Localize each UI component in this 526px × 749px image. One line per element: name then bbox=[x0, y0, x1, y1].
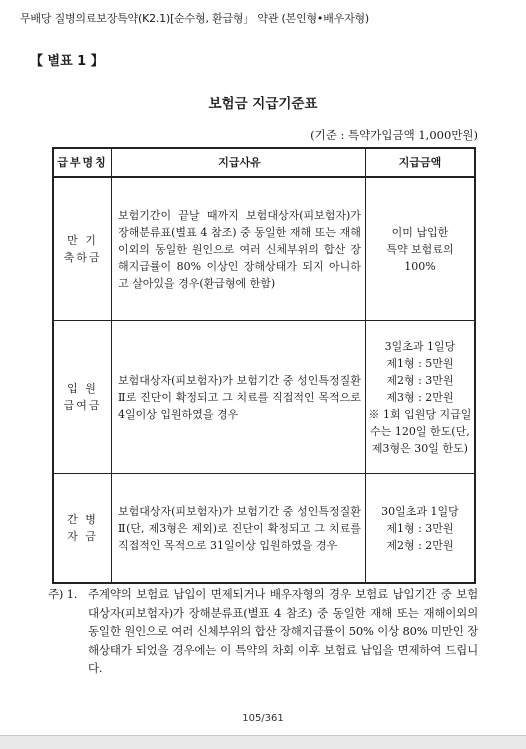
page-number: 105/361 bbox=[242, 713, 284, 724]
table-row bbox=[53, 474, 475, 584]
amount-line: 특약 보험료의 bbox=[386, 242, 454, 256]
benefit-name-cell bbox=[53, 177, 112, 321]
basis-note: (기준 : 특약가입금액 1,000만원) bbox=[310, 128, 478, 142]
footnote-text: 주계약의 보험료 납입이 면제되거나 배우자형의 경우 보험료 납입기간 중 보험대상자(피보험자)가 장해분류표(별표 4 참조) 중 동일한 재해 또는 재해이외의 동일한 원인으로 여러 신체부위의 합산 장해지급률이 50% 이상 80% 미만인 장해상태가 되었을 경우에는 이 특약의 차회 이후 보험료 납입을 면제하여 드립니다. bbox=[88, 587, 478, 675]
amount-line: 이미 납입한 bbox=[391, 225, 449, 239]
amount-line: 제1형 : 3만원 bbox=[386, 521, 454, 535]
table-row bbox=[53, 321, 475, 474]
amount-line: 제2형 : 2만원 bbox=[386, 538, 454, 552]
amount-line: 3일초과 1일당 bbox=[384, 339, 456, 353]
appendix-label: 【 별표 1 】 bbox=[30, 54, 104, 69]
payment-amount-cell bbox=[365, 321, 475, 474]
column-header-amount: 지급금액 bbox=[365, 148, 475, 177]
benefit-name-cell bbox=[53, 474, 112, 584]
payment-amount-cell bbox=[365, 474, 475, 584]
payment-reason-cell: 보험대상자(피보험자)가 보험기간 중 성인특정질환Ⅱ(단, 제3형은 제외)로 진단이 확정되고 그 치료를 직접적인 목적으로 31일이상 입원하였을 경우 bbox=[112, 474, 366, 584]
payment-amount-cell bbox=[365, 177, 475, 321]
benefit-name-line: 자 금 bbox=[67, 530, 98, 543]
benefit-name-cell bbox=[53, 321, 112, 474]
amount-line: 30일초과 1일당 bbox=[381, 504, 459, 518]
benefit-name-line: 간 병 bbox=[67, 513, 98, 526]
column-header-reason: 지급사유 bbox=[112, 148, 366, 177]
amount-line: 제2형 : 3만원 bbox=[386, 373, 454, 387]
benefit-name-line: 만 기 bbox=[67, 234, 98, 247]
page-divider bbox=[0, 735, 526, 736]
page-title: 보험금 지급기준표 bbox=[208, 96, 318, 112]
table-header-row bbox=[53, 148, 475, 177]
footnote-marker: 주) 1. bbox=[48, 587, 78, 601]
running-header: 무배당 질병의료보장특약(K2.1)[순수형, 환급형」 약관 (본인형•배우자형) bbox=[20, 12, 370, 25]
table-row bbox=[53, 177, 475, 321]
payment-reason-cell: 보험대상자(피보험자)가 보험기간 중 성인특정질환Ⅱ로 진단이 확정되고 그 치료를 직접적인 목적으로 4일이상 입원하였을 경우 bbox=[112, 321, 366, 474]
column-header-name: 급부명칭 bbox=[53, 148, 112, 177]
amount-line: 제3형 : 2만원 bbox=[386, 390, 454, 404]
benefit-name-line: 입 원 bbox=[67, 382, 98, 395]
payment-reason-cell: 보험기간이 끝날 때까지 보험대상자(피보험자)가 장해분류표(별표 4 참조) 중 동일한 재해 또는 재해이외의 동일한 원인으로 여러 신체부위의 합산 장해지급률이 80% 이상인 장해상태가 되지 아니하고 살아있을 경우(환급형에 한함) bbox=[112, 177, 366, 321]
amount-line: 100% bbox=[404, 259, 436, 273]
benefit-name-line: 급여금 bbox=[63, 399, 102, 412]
benefit-name-line: 축하금 bbox=[63, 251, 102, 264]
amount-line: 제1형 : 5만원 bbox=[386, 356, 454, 370]
footnote bbox=[48, 585, 478, 678]
amount-note: ※ 1회 입원당 지급일수는 120일 한도(단, 제3형은 30일 한도) bbox=[368, 407, 472, 455]
benefit-table bbox=[52, 147, 476, 584]
